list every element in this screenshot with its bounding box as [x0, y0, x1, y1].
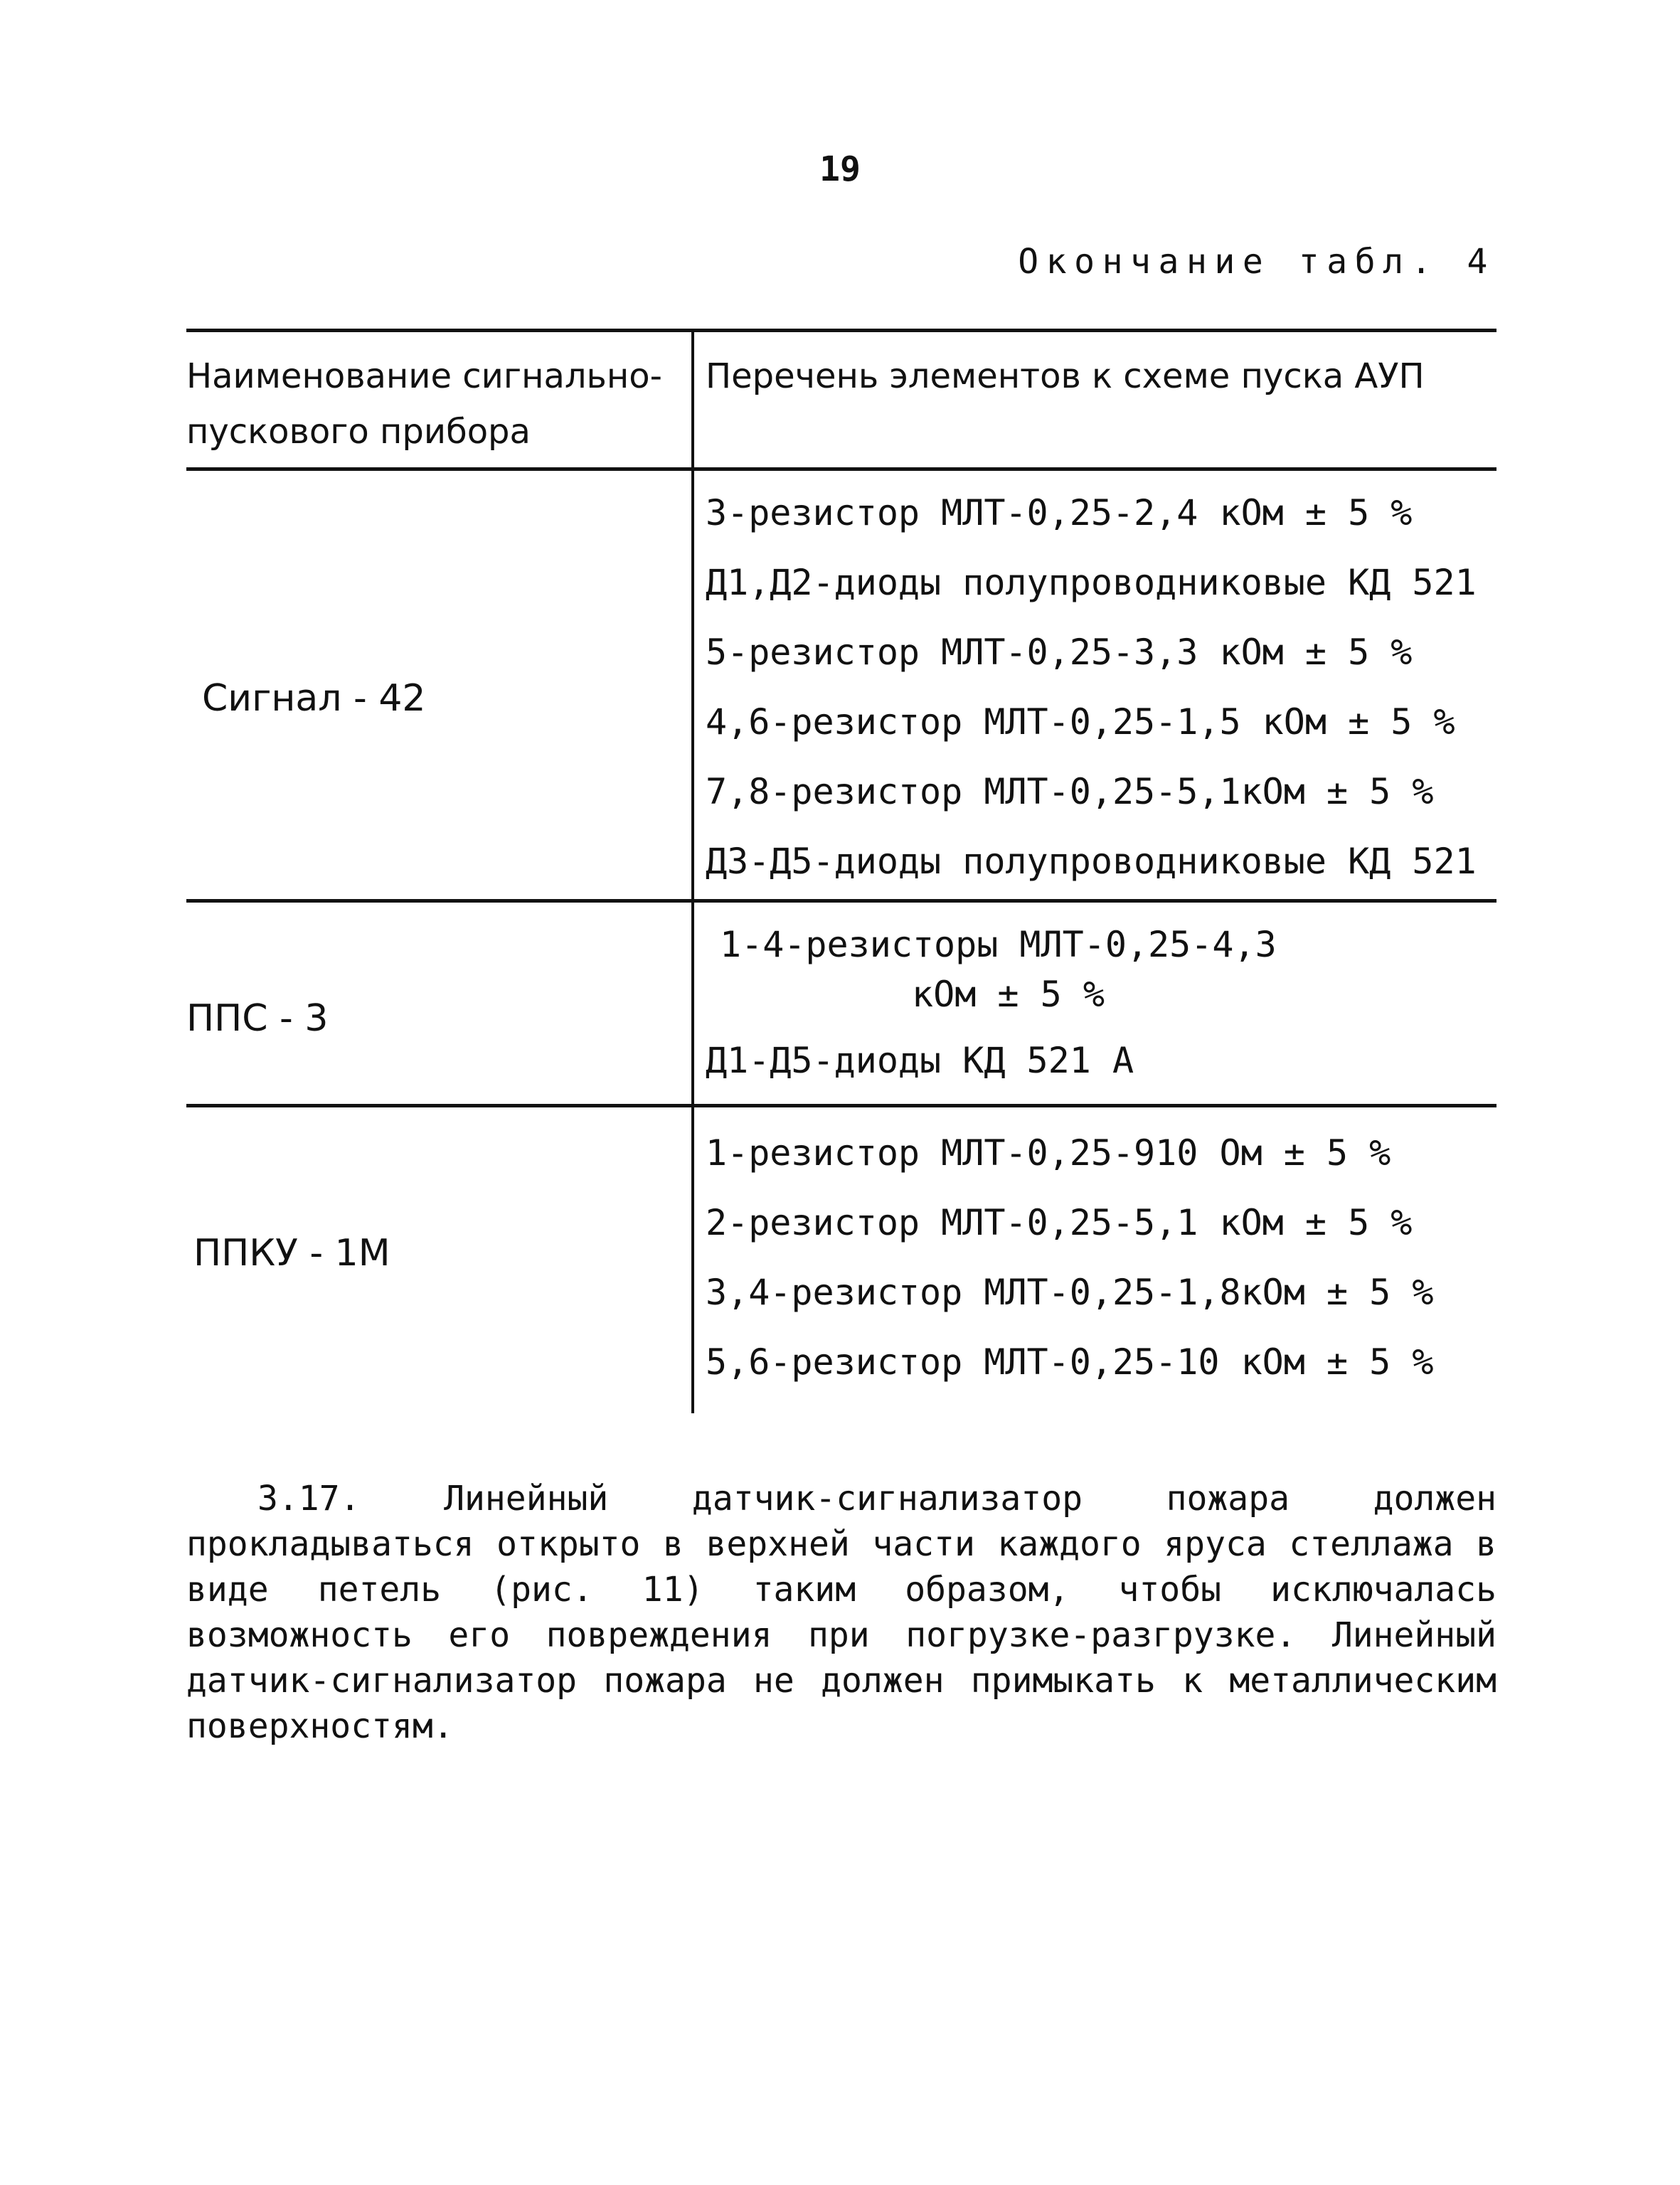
- elements-list: [706, 926, 1516, 1095]
- element-line: 2-резистор МЛТ-0,25-5,1 кОм ± 5 %: [706, 1202, 1413, 1243]
- element-line: 7,8-резистор МЛТ-0,25-5,1кОм ± 5 %: [706, 771, 1434, 812]
- table-caption: Окончание табл. 4: [1018, 242, 1495, 282]
- element-line: Д1-Д5-диоды КД 521 А: [706, 1040, 1134, 1081]
- element-line: 4,6-резистор МЛТ-0,25-1,5 кОм ± 5 %: [706, 701, 1455, 743]
- element-line: 5-резистор МЛТ-0,25-3,3 кОм ± 5 %: [706, 632, 1413, 673]
- element-line: 1-4-резисторы МЛТ-0,25-4,3: [720, 924, 1277, 965]
- row-rule: [186, 1104, 1496, 1107]
- element-line: 1-резистор МЛТ-0,25-910 Ом ± 5 %: [706, 1132, 1391, 1174]
- element-line: Д3-Д5-диоды полупроводниковые КД 521: [706, 841, 1477, 882]
- header-rule: [186, 467, 1496, 471]
- elements-list: [706, 1118, 1516, 1397]
- element-line: 3-резистор МЛТ-0,25-2,4 кОм ± 5 %: [706, 492, 1413, 533]
- column-divider: [691, 329, 694, 1413]
- element-line: 3,4-резистор МЛТ-0,25-1,8кОм ± 5 %: [706, 1272, 1434, 1313]
- device-signal-42: Сигнал - 42: [202, 677, 426, 720]
- header-elements-list: Перечень элементов к схеме пуска АУП: [706, 356, 1425, 396]
- device-pps-3: ППС - 3: [186, 997, 329, 1040]
- body-paragraph: 3.17. Линейный датчик-сигнализатор пожара должен прокладываться открыто в верхней части каждого яруса стеллажа в виде петель (рис. 11) таким образом, чтобы исключалась возможность его повреждения при погрузке-разгрузке. Линейный датчик-сигнализатор пожара не должен примыкать к металлическим поверхностям.: [186, 1479, 1496, 1746]
- element-line: 5,6-резистор МЛТ-0,25-10 кОм ± 5 %: [706, 1341, 1434, 1383]
- header-device-name: Наименование сигнально-пускового прибора: [186, 356, 662, 452]
- element-line: кОм ± 5 %: [912, 974, 1105, 1015]
- element-line: Д1,Д2-диоды полупроводниковые КД 521: [706, 562, 1477, 603]
- device-ppku-1m: ППКУ - 1М: [193, 1232, 390, 1275]
- row-rule: [186, 899, 1496, 903]
- components-table: [186, 329, 1496, 1413]
- page-number: 19: [819, 149, 861, 189]
- elements-list: [706, 478, 1516, 896]
- table-top-rule: [186, 329, 1496, 332]
